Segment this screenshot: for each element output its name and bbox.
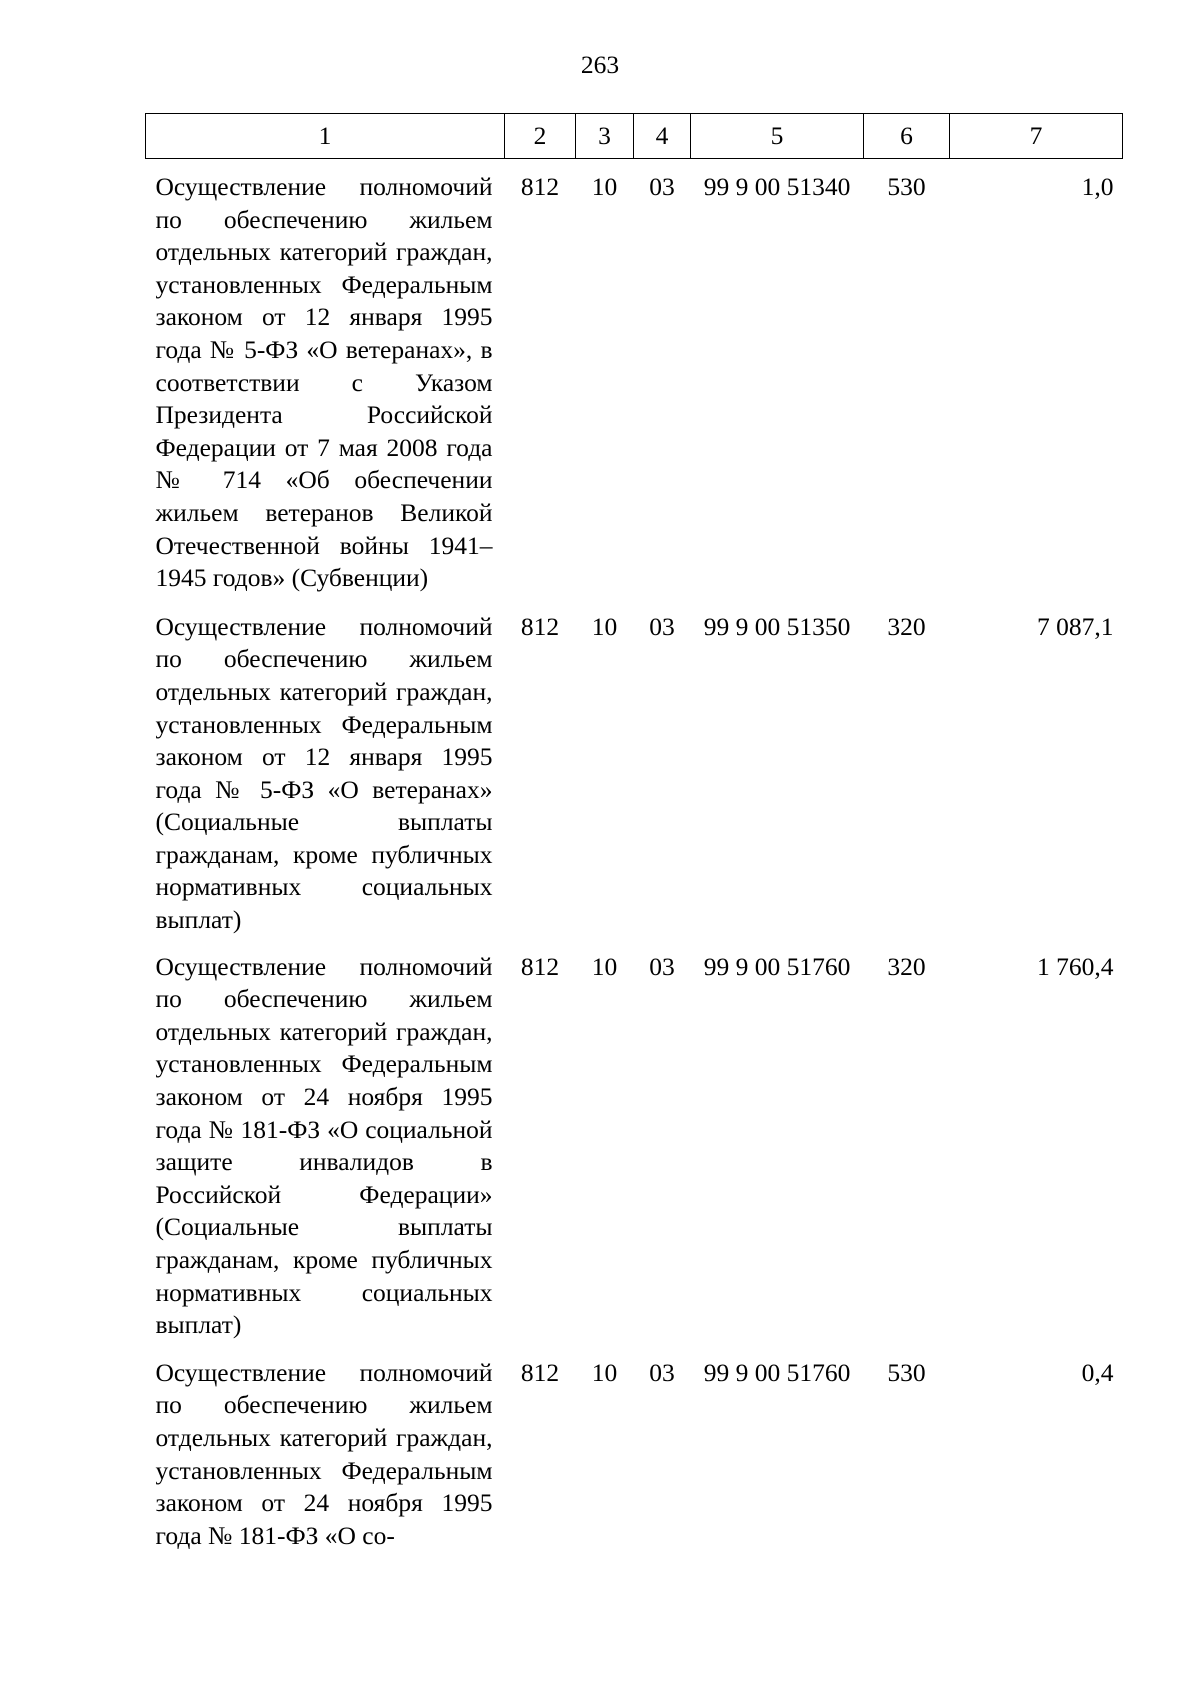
table-row: [146, 941, 1123, 1347]
row-col6: 530: [887, 172, 926, 201]
row-col7: 1,0: [1081, 172, 1114, 201]
row-col5: 99 9 00 51760: [703, 951, 851, 981]
row-col2: 812: [520, 172, 560, 201]
table-row: [146, 601, 1123, 941]
row-col5: 99 9 00 51340: [703, 172, 851, 201]
row-description: Осуществление полномочий по обеспечению жильем отдельных категорий граждан, установленных Федеральным законом от 12 января 1995 года № 5-ФЗ «О ветеранах» (Социальные выплаты гражданам, кроме публичных нормативных социальных выплат): [155, 611, 493, 935]
row-description: Осуществление полномочий по обеспечению жильем отдельных категорий граждан, установленных Федеральным законом от 24 ноября 1995 года № 181-ФЗ «О социальной защите инвалидов в Российской Федерации» (Социальные выплаты гражданам, кроме публичных нормативных социальных выплат): [155, 951, 493, 1340]
header-cell-2: 2: [505, 114, 576, 159]
row-col6: 320: [887, 611, 926, 641]
row-col7: 1 760,4: [1037, 951, 1114, 981]
row-col6: 320: [887, 951, 926, 981]
row-col6: 530: [887, 1357, 926, 1387]
header-cell-6: 6: [864, 114, 950, 159]
row-description: Осуществление полномочий по обеспечению жильем отдельных категорий граждан, установленных Федеральным законом от 24 ноября 1995 года № 181-ФЗ «О со-: [155, 1357, 493, 1550]
budget-table-container: [145, 113, 1123, 1552]
row-col3: 10: [591, 951, 618, 981]
row-col2: 812: [520, 611, 560, 641]
table-row: [146, 159, 1123, 601]
header-cell-5: 5: [691, 114, 864, 159]
row-col7: 7 087,1: [1037, 611, 1114, 641]
row-col3: 10: [591, 1357, 618, 1387]
row-col4: 03: [649, 611, 675, 641]
row-col4: 03: [649, 1357, 675, 1387]
budget-table: [145, 113, 1123, 1552]
header-cell-4: 4: [634, 114, 691, 159]
row-description: Осуществление полномочий по обеспечению жильем отдельных категорий граждан, установленных Федеральным законом от 12 января 1995 года № 5-ФЗ «О ветеранах», в соответствии с Указом Президента Российской Федерации от 7 мая 2008 года № 714 «Об обеспечении жильем ветеранов Великой Отечественной войны 1941–1945 годов» (Субвенции): [155, 172, 493, 593]
header-cell-3: 3: [576, 114, 634, 159]
header-cell-1: 1: [146, 114, 505, 159]
row-col7: 0,4: [1081, 1357, 1114, 1387]
table-row: [146, 1347, 1123, 1553]
header-cell-7: 7: [950, 114, 1123, 159]
row-col4: 03: [649, 951, 675, 981]
header-row: [146, 114, 1123, 159]
row-col2: 812: [520, 1357, 560, 1387]
row-col5: 99 9 00 51350: [703, 611, 851, 641]
row-col2: 812: [520, 951, 560, 981]
row-col3: 10: [591, 172, 618, 201]
row-col3: 10: [591, 611, 618, 641]
row-col5: 99 9 00 51760: [703, 1357, 851, 1387]
page-number: 263: [580, 50, 620, 79]
row-col4: 03: [649, 172, 675, 201]
